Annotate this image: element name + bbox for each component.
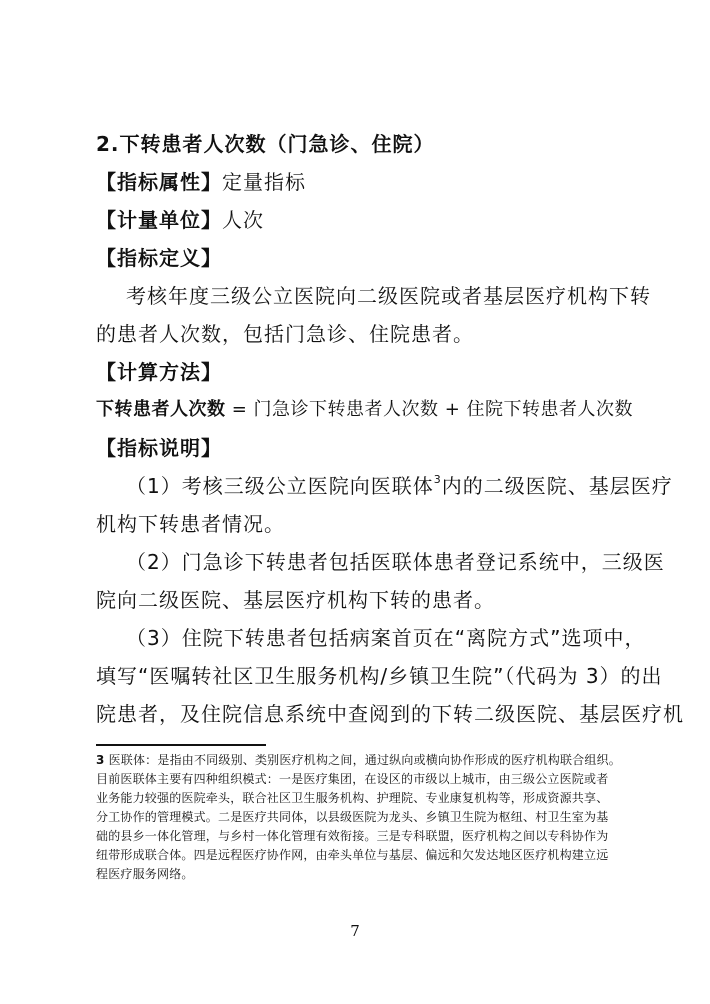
attribute-value: 定量指标 — [222, 170, 306, 194]
definition-line: 的患者人次数，包括门急诊、住院患者。 — [96, 322, 474, 346]
note-line: 院患者，及住院信息系统中查阅到的下转二级医院、基层医疗机 — [96, 702, 684, 726]
notes-label: 【指标说明】 — [96, 436, 222, 460]
note-line: （3）住院下转患者包括病案首页在“离院方式”选项中， — [126, 626, 646, 650]
note-line — [126, 472, 673, 500]
footnote-line — [96, 752, 621, 768]
footnote-ref[interactable]: 3 — [433, 473, 442, 487]
note-text: （1）考核三级公立医院向医联体 — [126, 474, 434, 498]
note-line: 院向二级医院、基层医疗机构下转的患者。 — [96, 588, 495, 612]
formula-expression: = 门急诊下转患者人次数 + 住院下转患者人次数 — [225, 399, 634, 420]
unit-label: 【计量单位】 — [96, 208, 222, 232]
footnote-line: 础的县乡一体化管理，与乡村一体化管理有效衔接。三是专科联盟，医疗机构之间以专科协作为 — [96, 829, 609, 843]
note-line: 机构下转患者情况。 — [96, 512, 285, 536]
unit-row — [96, 206, 264, 234]
footnote-line: 业务能力较强的医院牵头，联合社区卫生服务机构、护理院、专业康复机构等，形成资源共享、 — [96, 791, 609, 805]
footnote-text: 医联体：是指由不同级别、类别医疗机构之间，通过纵向或横向协作形成的医疗机构联合组织。 — [104, 753, 621, 767]
page-number: 7 — [350, 922, 360, 940]
method-label: 【计算方法】 — [96, 360, 222, 384]
unit-value: 人次 — [222, 208, 264, 232]
footnote-line: 纽带形成联合体。四是远程医疗协作网，由牵头单位与基层、偏远和欠发达地区医疗机构建立远 — [96, 848, 609, 862]
definition-label: 【指标定义】 — [96, 246, 222, 270]
footnote-line: 程医疗服务网络。 — [96, 867, 194, 881]
footnote-divider — [96, 744, 266, 746]
note-line: 填写“医嘱转社区卫生服务机构/乡镇卫生院”（代码为 3）的出 — [96, 664, 663, 688]
formula-subject: 下转患者人次数 — [96, 399, 226, 420]
footnote-line: 分工协作的管理模式。二是医疗共同体，以县级医院为龙头、乡镇卫生院为枢纽、村卫生室为基 — [96, 810, 609, 824]
definition-line: 考核年度三级公立医院向二级医院或者基层医疗机构下转 — [126, 284, 651, 308]
formula — [96, 396, 633, 424]
attribute-label: 【指标属性】 — [96, 170, 222, 194]
section-title: 2.下转患者人次数（门急诊、住院） — [96, 132, 435, 156]
footnote-number: 3 — [96, 753, 105, 767]
note-line: （2）门急诊下转患者包括医联体患者登记系统中，三级医 — [126, 550, 665, 574]
footnote-line: 目前医联体主要有四种组织模式：一是医疗集团，在设区的市级以上城市，由三级公立医院或者 — [96, 772, 609, 786]
attribute-row — [96, 168, 306, 196]
note-text: 内的二级医院、基层医疗 — [441, 474, 673, 498]
